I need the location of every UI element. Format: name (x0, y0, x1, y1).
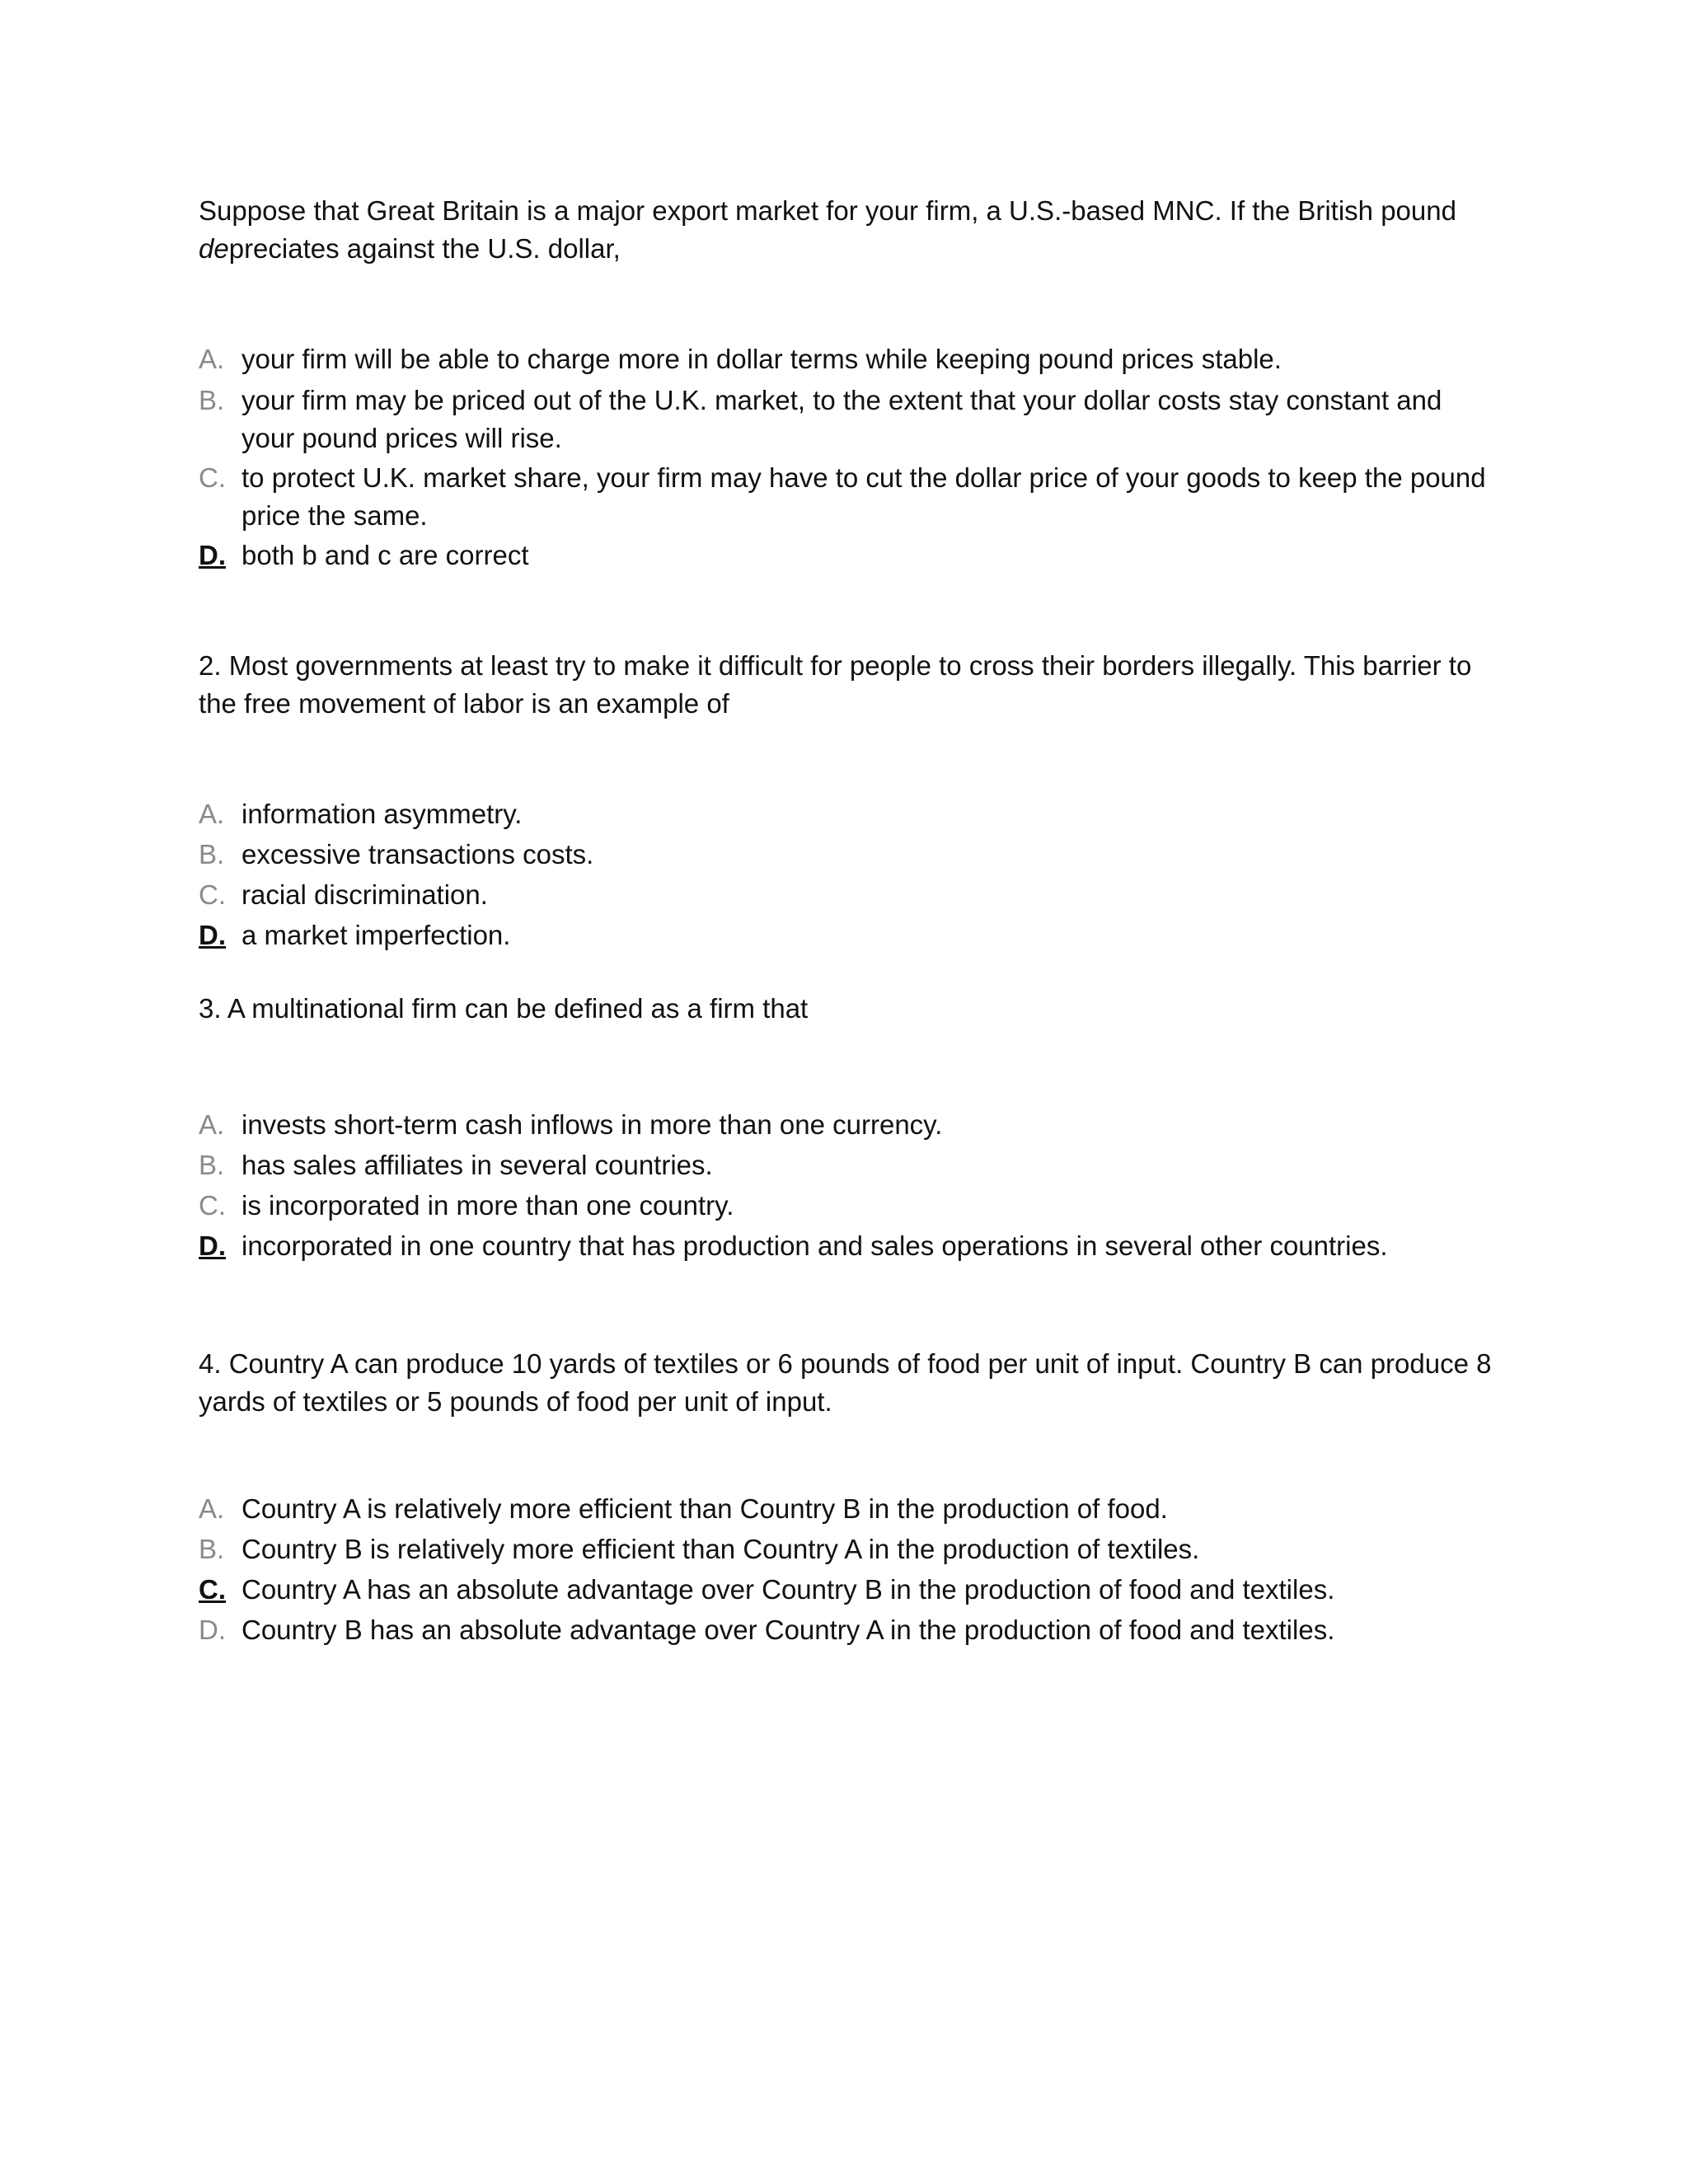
correct-answer-letter: D. (199, 920, 226, 950)
option-letter: B. (199, 385, 225, 415)
question-1-stem-part-2: preciates against the U.S. dollar, (228, 233, 621, 264)
question-1-stem-part-1: Suppose that Great Britain is a major export market for your firm, a U.S.-based MNC. If the British pound (199, 195, 1456, 226)
question-3-option-a (199, 1106, 1501, 1144)
question-4-option-b (199, 1530, 1501, 1568)
question-1-option-b (199, 382, 1501, 457)
question-2-option-d (199, 916, 1501, 954)
option-letter: B. (199, 1150, 225, 1180)
question-3-option-d (199, 1227, 1501, 1265)
option-text: your firm may be priced out of the U.K. market, to the extent that your dollar costs stay constant and your pound prices will rise. (241, 385, 1442, 453)
option-letter: A. (199, 1109, 225, 1140)
correct-answer-letter: D. (199, 1230, 226, 1261)
option-letter: A. (199, 1493, 225, 1524)
option-text: to protect U.K. market share, your firm may have to cut the dollar price of your goods to keep the pound price the same. (241, 462, 1486, 531)
question-2-option-b (199, 836, 1501, 874)
correct-answer-letter: C. (199, 1574, 226, 1605)
option-text: Country A is relatively more efficient than Country B in the production of food. (241, 1493, 1168, 1524)
option-text: excessive transactions costs. (241, 839, 594, 869)
option-letter: B. (199, 839, 225, 869)
option-text: Country A has an absolute advantage over Country B in the production of food and textiles. (241, 1574, 1335, 1605)
question-4-options (199, 1490, 1501, 1649)
option-text: a market imperfection. (241, 920, 511, 950)
option-text: Country B is relatively more efficient than Country A in the production of textiles. (241, 1534, 1200, 1564)
question-2-option-a (199, 795, 1501, 833)
option-text: Country B has an absolute advantage over Country A in the production of food and textiles. (241, 1615, 1335, 1645)
correct-answer-letter: D. (199, 540, 226, 570)
option-letter: A. (199, 799, 225, 829)
question-1-option-a (199, 340, 1501, 378)
question-3-option-b (199, 1146, 1501, 1184)
option-text: is incorporated in more than one country. (241, 1190, 734, 1221)
question-2-option-c (199, 876, 1501, 914)
question-4-option-c (199, 1571, 1501, 1609)
question-4-stem: 4. Country A can produce 10 yards of textiles or 6 pounds of food per unit of input. Country B can produce 8 yards of textiles or 5 pounds of food per unit of input. (199, 1348, 1492, 1417)
option-text: has sales affiliates in several countries. (241, 1150, 713, 1180)
option-letter: B. (199, 1534, 225, 1564)
question-1-options (199, 340, 1501, 574)
option-letter: C. (199, 462, 226, 493)
option-text: invests short-term cash inflows in more than one currency. (241, 1109, 943, 1140)
question-2-stem: 2. Most governments at least try to make it difficult for people to cross their borders illegally. This barrier to the free movement of labor is an example of (199, 650, 1472, 719)
option-letter: A. (199, 344, 225, 374)
question-4-option-d (199, 1611, 1501, 1649)
option-text: both b and c are correct (241, 540, 529, 570)
option-text: your firm will be able to charge more in dollar terms while keeping pound prices stable. (241, 344, 1282, 374)
option-letter: C. (199, 1190, 226, 1221)
question-1-stem-italic: de (199, 233, 229, 264)
question-3-stem: 3. A multinational firm can be defined as a firm that (199, 993, 809, 1024)
option-letter: D. (199, 1615, 226, 1645)
question-1-stem (199, 192, 1501, 268)
question-1-option-d (199, 537, 1501, 574)
option-letter: C. (199, 879, 226, 910)
option-text: racial discrimination. (241, 879, 488, 910)
question-4-option-a (199, 1490, 1501, 1528)
question-3-options (199, 1106, 1501, 1265)
question-3-option-c (199, 1187, 1501, 1225)
option-text: incorporated in one country that has production and sales operations in several other countries. (241, 1230, 1388, 1261)
question-1-option-c (199, 459, 1501, 535)
option-text: information asymmetry. (241, 799, 523, 829)
question-2-options (199, 795, 1501, 954)
